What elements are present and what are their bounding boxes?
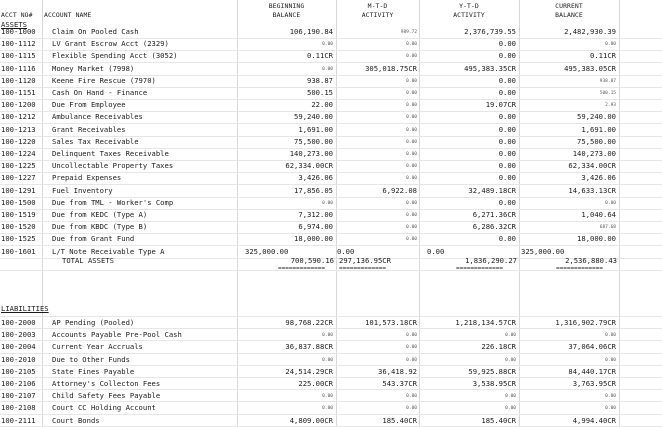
current-balance: 325,000.00 — [521, 247, 565, 256]
ytd-activity: 0.00 — [505, 357, 516, 363]
current-balance: 84,440.17CR — [568, 366, 616, 376]
total-current: 2,536,880.43 — [565, 256, 617, 265]
ytd-activity: 495,383.35CR — [464, 63, 516, 73]
acct-number: 100-1000 — [1, 27, 36, 36]
ytd-activity-header: ACTIVITY — [453, 11, 485, 19]
beginning-balance: 17,856.05 — [294, 185, 333, 195]
ytd-activity: 2,376,739.55 — [464, 27, 516, 36]
acct-number: 100-1220 — [1, 136, 36, 146]
current-balance: 495,383.05CR — [564, 63, 616, 73]
ytd-activity: 0.00 — [498, 75, 516, 85]
row-divider — [0, 353, 662, 354]
account-name: Claim On Pooled Cash — [52, 27, 139, 36]
beginning-balance: 1,691.00 — [298, 124, 333, 134]
row-divider — [0, 389, 662, 390]
ytd-activity: 0.00 — [498, 234, 516, 244]
mtd-activity: 0.00 — [406, 115, 417, 121]
beginning-balance: 7,312.00 — [298, 210, 333, 219]
mtd-activity: 543.37CR — [382, 379, 417, 388]
account-name: Keene Fire Rescue (7970) — [52, 75, 156, 85]
account-name: Fuel Inventory — [52, 185, 113, 195]
account-name: Prepaid Expenses — [52, 173, 122, 183]
acct-number: 100-2106 — [1, 379, 36, 388]
mtd-activity: 0.00 — [406, 237, 417, 243]
acct-number: 100-1213 — [1, 124, 36, 134]
current-balance: 62,334.00CR — [568, 161, 616, 171]
account-name: Due from Grant Fund — [52, 234, 135, 244]
current-balance: 0.00 — [605, 42, 616, 48]
mtd-activity: 0.00 — [406, 213, 417, 218]
account-name: Court Bonds — [52, 415, 100, 425]
beginning-balance: 0.00 — [322, 200, 333, 206]
current-header: CURRENT — [555, 2, 583, 10]
beginning-balance: 18,000.00 — [294, 234, 333, 244]
acct-number: 100-1112 — [1, 39, 36, 49]
ytd-activity: 0.00 — [505, 394, 516, 400]
total-mtd: 297,136.95CR — [339, 256, 391, 265]
mtd-activity: 0.00 — [406, 42, 417, 48]
mtd-activity: 0.00 — [406, 127, 417, 133]
ytd-activity: 32,489.18CR — [468, 185, 516, 195]
account-name: Court CC Holding Account — [52, 403, 156, 413]
beginning-balance: 0.00 — [322, 394, 333, 400]
current-balance: 1,316,902.79CR — [555, 318, 616, 327]
account-name: L/T Note Receivable Type A — [52, 247, 165, 256]
acct-number: 100-2000 — [1, 318, 36, 327]
mtd-activity: 0.00 — [406, 333, 417, 339]
ytd-activity: 0.00 — [498, 173, 516, 183]
mtd-activity: 0.00 — [406, 200, 417, 206]
beginning-balance: 225.00CR — [298, 379, 333, 388]
beginning-balance: 0.00 — [322, 357, 333, 363]
ytd-activity: 0.00 — [498, 51, 516, 61]
mtd-activity: 0.00 — [406, 357, 417, 363]
mtd-header: M-T-D — [367, 2, 388, 10]
beginning-balance: 3,426.06 — [298, 173, 333, 183]
current-balance: 0.00 — [605, 200, 616, 206]
mtd-activity: 101,573.18CR — [365, 318, 417, 327]
account-name: Accounts Payable Pre-Pool Cash — [52, 330, 182, 340]
acct-number: 100-1151 — [1, 88, 36, 97]
ytd-activity: 3,538.95CR — [472, 379, 516, 388]
acct-number: 100-1291 — [1, 185, 36, 195]
ytd-activity: 226.18CR — [481, 342, 516, 352]
ytd-header: Y-T-D — [459, 2, 479, 10]
current-balance: 0.00 — [605, 357, 616, 363]
mtd-activity: 0.00 — [337, 247, 355, 256]
total-separator: ============= — [556, 265, 603, 272]
mtd-activity: 0.00 — [406, 176, 417, 182]
mtd-activity: 185.40CR — [382, 415, 417, 425]
current-balance: 0.00 — [605, 333, 616, 339]
beginning-balance: 0.00 — [322, 406, 333, 412]
row-divider — [0, 316, 662, 317]
current-balance: 1,040.64 — [581, 210, 616, 219]
ytd-activity: 0.00 — [498, 39, 516, 49]
current-balance: 4,994.40CR — [572, 415, 616, 425]
mtd-activity: 989.72 — [400, 30, 417, 35]
current-balance: 2,482,930.39 — [564, 27, 616, 36]
acct-number: 100-1224 — [1, 149, 36, 158]
account-name: Due to Other Funds — [52, 354, 130, 364]
total-assets-label: TOTAL ASSETS — [62, 256, 114, 265]
mtd-activity: 0.00 — [406, 394, 417, 400]
mtd-activity: 0.00 — [406, 345, 417, 351]
current-balance: 3,426.06 — [581, 173, 616, 183]
account-name: Due from KBDC (Type B) — [52, 222, 148, 232]
account-name: Sales Tax Receivable — [52, 136, 139, 146]
acct-number: 100-1116 — [1, 63, 36, 73]
total-separator: ============= — [456, 265, 503, 272]
account-name: Current Year Accruals — [52, 342, 143, 352]
col-divider — [619, 0, 620, 426]
beginning-header: BEGINNING — [268, 2, 305, 10]
beginning-balance: 0.00 — [322, 66, 333, 72]
ytd-activity: 0.00 — [498, 161, 516, 171]
beginning-balance: 75,500.00 — [294, 136, 333, 146]
ytd-activity: 6,286.32CR — [472, 222, 516, 232]
row-divider — [0, 377, 662, 378]
ytd-activity: 1,218,134.57CR — [455, 318, 516, 327]
ytd-activity: 0.00 — [427, 247, 445, 256]
current-balance: 18,000.00 — [577, 234, 616, 244]
current-balance-header: BALANCE — [555, 11, 583, 19]
row-divider — [0, 414, 662, 415]
mtd-activity: 305,018.75CR — [365, 63, 417, 73]
account-name: Ambulance Receivables — [52, 112, 143, 122]
account-name: Grant Receivables — [52, 124, 126, 134]
current-balance: 0.00 — [605, 394, 616, 400]
acct-number: 100-2003 — [1, 330, 36, 340]
acct-number: 100-1115 — [1, 51, 36, 61]
current-balance: 75,500.00 — [577, 136, 616, 146]
account-name: Attorney's Collecton Fees — [52, 379, 161, 388]
liabilities-section-label: LIABILITIES — [1, 304, 49, 313]
acct-number: 100-1227 — [1, 173, 36, 183]
beginning-balance: 140,273.00 — [289, 149, 333, 158]
ytd-activity: 0.00 — [505, 333, 516, 339]
total-ytd: 1,836,290.27 — [465, 256, 517, 265]
total-separator: ============= — [278, 265, 325, 272]
current-balance: 2.93 — [605, 103, 616, 109]
mtd-activity: 0.00 — [406, 103, 417, 109]
mtd-activity: 0.00 — [406, 164, 417, 170]
row-divider — [0, 365, 662, 366]
beginning-balance: 59,240.00 — [294, 112, 333, 122]
account-name: Due from KEDC (Type A) — [52, 210, 148, 219]
account-name: AP Pending (Pooled) — [52, 318, 135, 327]
mtd-activity: 0.00 — [406, 91, 417, 96]
total-beginning: 700,590.16 — [290, 256, 334, 265]
ytd-activity: 0.00 — [505, 406, 516, 412]
ytd-activity: 6,271.36CR — [472, 210, 516, 219]
acct-number: 100-2108 — [1, 403, 36, 413]
mtd-activity: 0.00 — [406, 152, 417, 157]
row-divider — [0, 328, 662, 329]
beginning-balance: 62,334.00CR — [285, 161, 333, 171]
account-name: Due From Employee — [52, 100, 126, 110]
account-name: Due from TML - Worker's Comp — [52, 197, 174, 207]
acct-number: 100-1212 — [1, 112, 36, 122]
assets-section-label: ASSETS — [1, 20, 27, 29]
account-name: Cash On Hand - Finance — [52, 88, 148, 97]
current-balance: 500.15 — [599, 91, 616, 96]
mtd-activity-header: ACTIVITY — [361, 11, 394, 19]
beginning-balance: 24,514.29CR — [285, 366, 333, 376]
beginning-balance: 6,974.00 — [298, 222, 333, 232]
acct-header: ACCT NO# — [1, 11, 33, 19]
mtd-activity: 0.00 — [406, 225, 417, 231]
ytd-activity: 59,925.88CR — [468, 366, 516, 376]
row-divider — [0, 401, 662, 402]
beginning-balance: 325,000.00 — [245, 247, 289, 256]
beginning-balance: 0.11CR — [307, 51, 333, 61]
mtd-activity: 0.00 — [406, 78, 417, 84]
ytd-activity: 0.00 — [498, 124, 516, 134]
beginning-balance: 106,190.84 — [289, 27, 333, 36]
current-balance: 14,633.13CR — [568, 185, 616, 195]
beginning-balance: 938.87 — [307, 75, 333, 85]
current-balance: 37,064.06CR — [568, 342, 616, 352]
beginning-balance: 98,768.22CR — [285, 318, 333, 327]
ytd-activity: 185.40CR — [481, 415, 516, 425]
acct-number: 100-2004 — [1, 342, 36, 352]
account-name: Flexible Spending Acct (3052) — [52, 51, 178, 61]
account-name: Delinquent Taxes Receivable — [52, 149, 169, 158]
beginning-balance: 22.00 — [311, 100, 333, 110]
acct-number: 100-1200 — [1, 100, 36, 110]
ytd-activity: 0.00 — [498, 112, 516, 122]
beginning-balance: 4,809.00CR — [289, 415, 333, 425]
current-balance: 3,763.95CR — [572, 379, 616, 388]
current-balance: 59,240.00 — [577, 112, 616, 122]
current-balance: 0.11CR — [590, 51, 616, 61]
account-name: Money Market (7998) — [52, 63, 135, 73]
mtd-activity: 6,922.08 — [382, 185, 417, 195]
beginning-balance: 0.00 — [322, 333, 333, 339]
current-balance: 687.68 — [599, 225, 616, 231]
beginning-balance: 500.15 — [307, 88, 333, 97]
name-header: ACCOUNT NAME — [44, 11, 92, 19]
account-name: State Fines Payable — [52, 366, 135, 376]
ytd-activity: 0.00 — [498, 136, 516, 146]
acct-number: 100-1525 — [1, 234, 36, 244]
beginning-balance: 0.00 — [322, 42, 333, 48]
ytd-activity: 0.00 — [498, 149, 516, 158]
acct-number: 100-1601 — [1, 247, 36, 256]
mtd-activity: 36,418.92 — [378, 366, 417, 376]
acct-number: 100-2010 — [1, 354, 36, 364]
account-name: Uncollectable Property Taxes — [52, 161, 174, 171]
current-balance: 1,691.00 — [581, 124, 616, 134]
acct-number: 100-1520 — [1, 222, 36, 232]
acct-number: 100-1120 — [1, 75, 36, 85]
acct-number: 100-1225 — [1, 161, 36, 171]
col-divider — [42, 0, 43, 426]
beginning-balance: 36,837.88CR — [285, 342, 333, 352]
total-separator: ============= — [339, 265, 386, 272]
acct-number: 100-2111 — [1, 415, 36, 425]
acct-number: 100-2107 — [1, 391, 36, 401]
mtd-activity: 0.00 — [406, 406, 417, 412]
current-balance: 0.00 — [605, 406, 616, 412]
account-name: LV Grant Escrow Acct (2329) — [52, 39, 169, 49]
mtd-activity: 0.00 — [406, 139, 417, 145]
acct-number: 100-1500 — [1, 197, 36, 207]
acct-number: 100-2105 — [1, 366, 36, 376]
balance-header: BALANCE — [272, 11, 301, 19]
ytd-activity: 0.00 — [498, 197, 516, 207]
account-name: Child Safety Fees Payable — [52, 391, 161, 401]
mtd-activity: 0.00 — [406, 54, 417, 60]
current-balance: 140,273.00 — [572, 149, 616, 158]
row-divider — [0, 340, 662, 341]
acct-number: 100-1519 — [1, 210, 36, 219]
current-balance: 938.87 — [599, 78, 616, 84]
ytd-activity: 19.07CR — [485, 100, 516, 110]
ytd-activity: 0.00 — [498, 88, 516, 97]
